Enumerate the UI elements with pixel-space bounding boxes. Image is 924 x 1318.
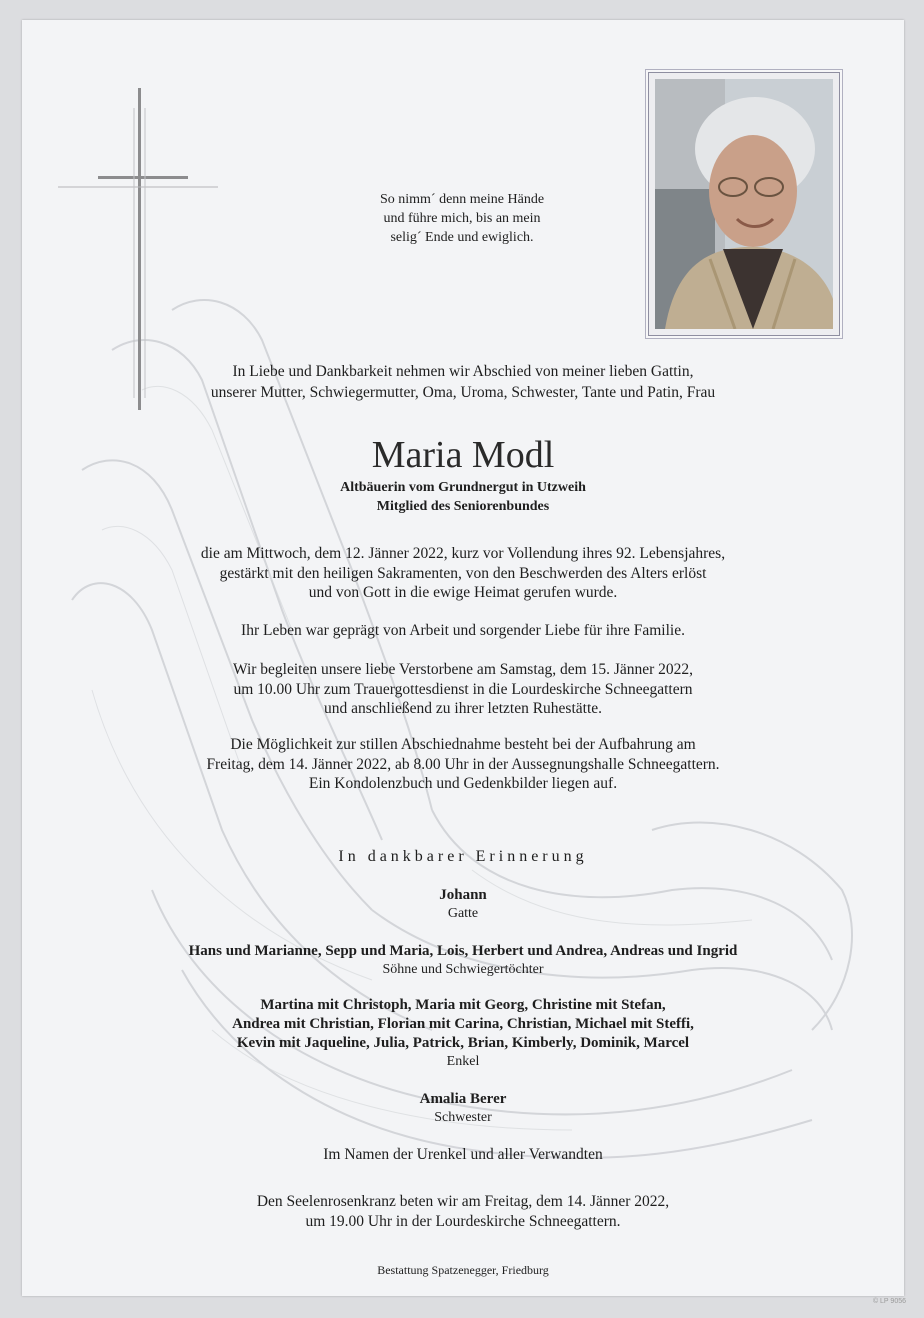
family-names: Martina mit Christoph, Maria mit Georg, Christine mit Stefan, <box>260 997 666 1013</box>
memory-heading: In dankbarer Erinnerung <box>338 848 588 865</box>
paragraph-line: Ihr Leben war geprägt von Arbeit und sorgender Liebe für ihre Familie. <box>241 622 685 639</box>
paragraph-line: um 10.00 Uhr zum Trauergottesdienst in die Lourdeskirche Schneegattern <box>233 680 693 698</box>
family-relation: Söhne und Schwiegertöchter <box>382 962 544 977</box>
rosary-notice <box>22 1192 904 1232</box>
family-relation: Schwester <box>434 1110 492 1125</box>
paragraph-line: Ein Kondolenzbuch und Gedenkbilder liegen auf. <box>308 775 618 792</box>
paragraph-line: die am Mittwoch, dem 12. Jänner 2022, kurz vor Vollendung ihres 92. Lebensjahres, <box>200 545 726 562</box>
role-line: Altbäuerin vom Grundnergut in Utzweih <box>340 480 586 495</box>
intro-line: unserer Mutter, Schwiegermutter, Oma, Uroma, Schwester, Tante und Patin, Frau <box>210 384 716 401</box>
family-names: Amalia Berer <box>419 1091 507 1107</box>
paragraph-line: und anschließend zu ihrer letzten Ruhestätte. <box>323 700 603 717</box>
family-group-spouse <box>22 886 904 923</box>
paragraph-line: Wir begleiten unsere liebe Verstorbene am Samstag, dem 15. Jänner 2022, <box>232 661 694 678</box>
paragraph-line: gestärkt mit den heiligen Sakramenten, von den Beschwerden des Alters erlöst <box>219 564 707 582</box>
family-names: Johann <box>439 887 487 903</box>
intro-line: In Liebe und Dankbarkeit nehmen wir Abschied von meiner lieben Gattin, <box>232 363 694 380</box>
print-code: © LP 9056 <box>872 1298 906 1305</box>
undertaker: Bestattung Spatzenegger, Friedburg <box>377 1263 549 1277</box>
greeting: Im Namen der Urenkel und aller Verwandten <box>323 1146 603 1163</box>
family-names: Kevin mit Jaqueline, Julia, Patrick, Brian, Kimberly, Dominik, Marcel <box>236 1035 690 1051</box>
verse <box>322 190 602 247</box>
family-group-sister <box>22 1090 904 1127</box>
deceased-name: Maria Modl <box>371 434 555 476</box>
verse-line: und führe mich, bis an mein <box>383 211 541 226</box>
funeral-paragraph <box>22 660 904 719</box>
verse-line: selig´ Ende und ewiglich. <box>390 230 534 245</box>
portrait-photo <box>655 79 833 329</box>
life-paragraph <box>22 621 904 641</box>
family-relation: Gatte <box>447 906 479 921</box>
paragraph-line: und von Gott in die ewige Heimat gerufen wurde. <box>308 584 618 601</box>
farewell-paragraph <box>22 735 904 794</box>
paragraph-line: Die Möglichkeit zur stillen Abschiednahme besteht bei der Aufbahrung am <box>230 736 696 753</box>
family-group-grandchildren <box>22 996 904 1071</box>
parte-sheet <box>22 20 904 1296</box>
rosary-line: um 19.00 Uhr in der Lourdeskirche Schneegattern. <box>305 1213 621 1230</box>
verse-line: So nimm´ denn meine Hände <box>379 192 545 207</box>
family-relation: Enkel <box>446 1054 480 1069</box>
paragraph-line: Freitag, dem 14. Jänner 2022, ab 8.00 Uhr in der Aussegnungshalle Schneegattern. <box>206 755 720 773</box>
role-line: Mitglied des Seniorenbundes <box>376 499 550 514</box>
family-group-sons <box>22 942 904 979</box>
family-names: Andrea mit Christian, Florian mit Carina, Christian, Michael mit Steffi, <box>232 1016 694 1032</box>
intro-text <box>22 361 904 403</box>
deceased-roles <box>22 478 904 516</box>
rosary-line: Den Seelenrosenkranz beten wir am Freitag, dem 14. Jänner 2022, <box>256 1193 670 1210</box>
portrait-frame <box>648 72 840 336</box>
death-paragraph <box>22 544 904 603</box>
family-names: Hans und Marianne, Sepp und Maria, Lois, Herbert und Andrea, Andreas und Ingrid <box>188 943 738 959</box>
